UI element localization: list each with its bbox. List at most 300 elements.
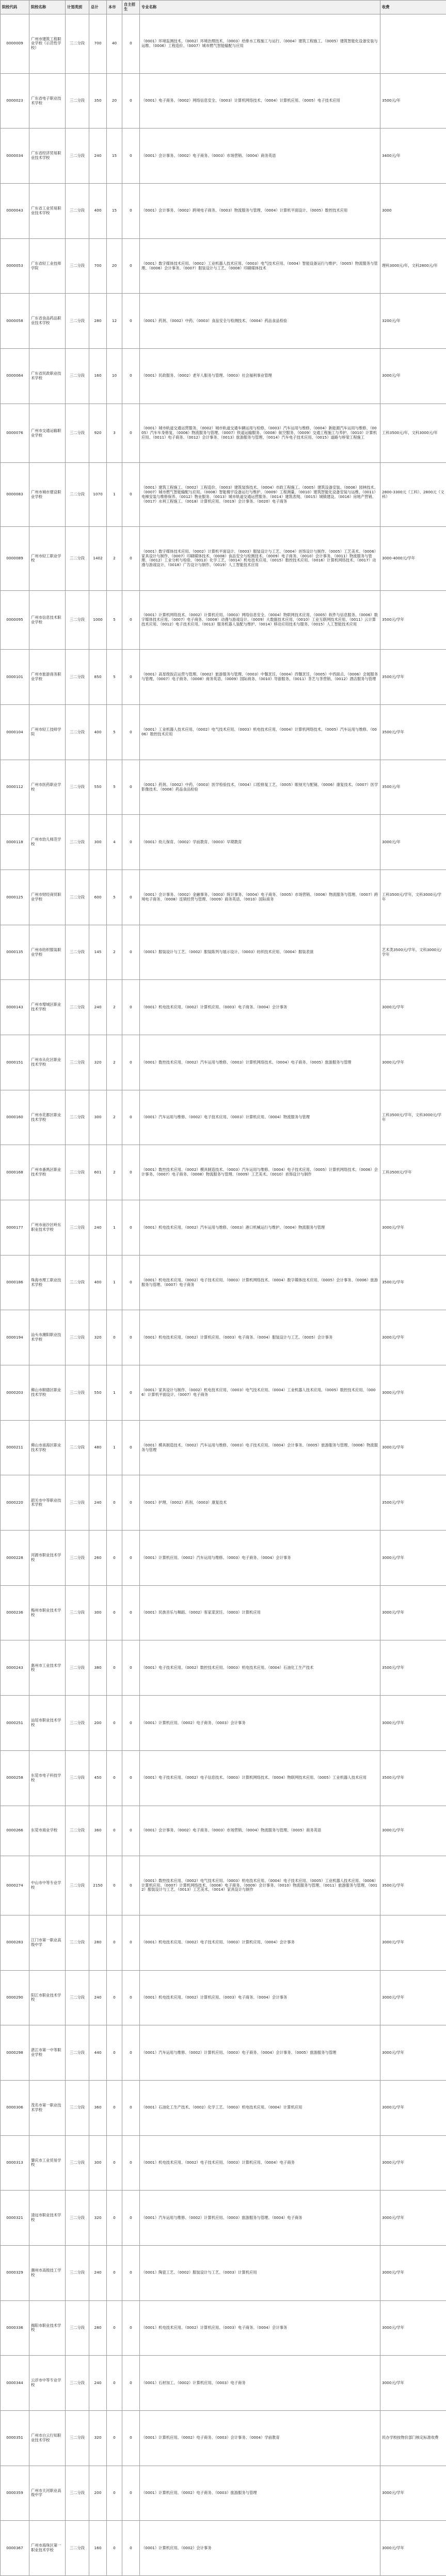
cell-total: 320 [89,2191,107,2246]
cell-self-enroll: 0 [122,238,140,294]
cell-code: 0000168 [1,1145,29,1200]
table-row [1,2080,446,2135]
cell-school-name: 广州市建筑工程职业学校（示范性学校） [29,14,66,74]
cell-total: 240 [89,128,107,184]
cell-total: 450 [89,1750,107,1806]
cell-local: 1 [107,1255,122,1310]
cell-fee: 3000元/年 [380,815,446,870]
cell-fee: 3000-4000元/学年 [380,527,446,591]
cell-self-enroll: 0 [122,1696,140,1751]
table-row [1,1970,446,2025]
cell-code: 0000095 [1,590,29,650]
cell-school-name: 广州市轻工技师学院 [29,705,66,760]
table-row [1,463,446,527]
cell-school-name: 广州市从化区职业技术学校 [29,1035,66,1090]
cell-local: 1 [107,1200,122,1255]
cell-school-name: 茂名市第一职业技术学校 [29,2080,66,2135]
cell-self-enroll: 0 [122,1035,140,1090]
cell-fee: 3000元/学年 [380,1200,446,1255]
cell-school-name: 潮州市高级技工学校 [29,2245,66,2300]
cell-plan-type: 三二分段 [66,925,89,980]
table-row [1,1200,446,1255]
cell-local: 0 [107,2080,122,2135]
cell-code: 0000186 [1,1255,29,1310]
table-row [1,1090,446,1145]
cell-local: 5 [107,870,122,925]
cell-majors: （0001）机电技术应用、（0002）计算机应用、（0003）电子商务、（0004）会计事务 [140,1970,380,2025]
cell-code: 0000058 [1,294,29,349]
cell-school-name: 广东省轻工业技师学院 [29,238,66,294]
cell-majors: （0001）民政服务、（0002）老年人服务与管理、（0003）社会福利事业管理 [140,349,380,404]
cell-fee: 工科3500元/年，文科3000元/年 [380,404,446,463]
cell-total: 480 [89,1420,107,1475]
cell-majors: （0001）机电技术应用、（0002）计算机应用、（0003）电子商务、（0004）服装设计与工艺、（0005）会计事务 [140,1310,380,1365]
cell-self-enroll: 0 [122,2025,140,2081]
cell-code: 0000290 [1,1970,29,2025]
cell-self-enroll: 0 [122,2410,140,2466]
cell-code: 0000034 [1,128,29,184]
cell-code: 0000228 [1,1531,29,1586]
cell-total: 360 [89,2080,107,2135]
cell-total: 1000 [89,590,107,650]
cell-code: 0000053 [1,238,29,294]
cell-total: 400 [89,184,107,239]
cell-plan-type: 三二分段 [66,1640,89,1696]
cell-code: 0000236 [1,1585,29,1640]
cell-self-enroll: 0 [122,2080,140,2135]
table-row [1,2135,446,2191]
cell-self-enroll: 0 [122,1420,140,1475]
cell-local: 40 [107,14,122,74]
cell-plan-type: 三二分段 [66,527,89,591]
cell-plan-type: 三二分段 [66,1310,89,1365]
cell-majors: （0001）电子技术应用、（0002）电子信息技术、（0003）计算机网络技术、（0004）物联网技术应用、（0005）工业机器人技术应用 [140,1750,380,1806]
cell-plan-type: 三二分段 [66,238,89,294]
cell-majors: （0001）数字媒体技术应用、（0002）计算机平面设计、（0003）服装设计与工艺、（0004）首饰设计与制作、（0005）工艺美术、（0006）家具设计与制作、（0007）印刷媒体技术、（0008）食品安全与检测技术、（0009）电子商务、（0010）会计事务、（0011）物流服务与管理、（0012）工业分析与检验、（0013）化学工艺、（0014）机电技术应用、（0015）数控技术应用、（0016）计算机网络技术、（0017）动漫与游戏设计、（0018）广告设计与制作、（0019）人工智能技术应用 [140,527,380,591]
cell-self-enroll: 0 [122,463,140,527]
cell-local: 0 [107,2410,122,2466]
cell-school-name: 汕头市潮阳职业技术学校 [29,1310,66,1365]
cell-school-name: 江门市第一职业高级中学 [29,1915,66,1970]
cell-school-name: 广州市增城区职业技术学校 [29,980,66,1035]
table-row [1,128,446,184]
cell-fee: 3500元/学年 [380,1750,446,1806]
cell-total: 700 [89,14,107,74]
cell-school-name: 广州市旅游商务职业学校 [29,650,66,705]
header-code: 院校代码 [1,1,29,14]
cell-code: 0000274 [1,1856,29,1915]
cell-fee: 3500元/学年 [380,650,446,705]
cell-school-name: 珠海市理工职业技术学校 [29,1255,66,1310]
cell-majors: （0001）工业机器人技术应用、（0002）电气技术应用、（0003）机电技术应用、（0004）计算机网络技术、（0005）汽车运用与维修、（0006）数控技术应用 [140,705,380,760]
cell-code: 0000220 [1,1475,29,1531]
cell-fee: 3000元/学年 [380,2135,446,2191]
cell-code: 0000177 [1,1200,29,1255]
cell-code: 0000321 [1,2191,29,2246]
cell-plan-type: 三二分段 [66,1365,89,1421]
cell-self-enroll: 0 [122,2300,140,2356]
cell-school-name: 广州市海珠区第一职业技术学校 [29,2521,66,2576]
cell-total: 280 [89,294,107,349]
cell-self-enroll: 0 [122,128,140,184]
cell-fee: 3500元/年 [380,760,446,815]
cell-total: 200 [89,1696,107,1751]
cell-local: 0 [107,2356,122,2411]
cell-local: 0 [107,2300,122,2356]
cell-code: 0000064 [1,349,29,404]
cell-total: 1070 [89,463,107,527]
cell-local: 0 [107,1585,122,1640]
cell-local: 20 [107,238,122,294]
cell-code: 0000112 [1,760,29,815]
cell-majors: （0001）会计事务、（0002）跨境电子商务、（0003）物流服务与管理、（0004）计算机平面设计、（0005）数控技术应用 [140,184,380,239]
cell-self-enroll: 0 [122,404,140,463]
cell-majors: （0001）城市轨道交通运营服务、（0002）城市轨道交通车辆运用与检修、（0003）汽车运用与维修、（0004）新能源汽车运用与维修、（0005）汽车车身修复、（0006）物流服务与管理、（0007）铁道运输服务、（0008）航空服务、（0009）交通工程施工与养护、（0010）计算机应用、（0011）电子商务、（0012）会计事务、（0013）旅游服务与管理、（0014）汽车电子技术应用、（0015）道路与桥梁工程施工 [140,404,380,463]
table-row [1,650,446,705]
table-row [1,2410,446,2466]
cell-majors: （0001）电子商务、（0002）网络信息安全、（0003）计算机网络技术、（0004）计算机应用、（0005）电子技术应用 [140,73,380,128]
cell-self-enroll: 0 [122,1531,140,1586]
cell-fee: 工科3500元/学年，文科3000元/学年 [380,1090,446,1145]
cell-total: 550 [89,1365,107,1421]
cell-plan-type: 三二分段 [66,1035,89,1090]
cell-fee: 3500元/学年 [380,705,446,760]
cell-fee [380,14,446,74]
cell-code: 0000367 [1,2521,29,2576]
cell-fee: 3000元/学年 [380,1585,446,1640]
table-row [1,1696,446,1751]
table-row [1,1310,446,1365]
cell-school-name: 广州市白云行知职业技术学校 [29,2410,66,2466]
cell-plan-type: 三二分段 [66,1750,89,1806]
cell-plan-type: 三二分段 [66,1420,89,1475]
cell-school-name: 东莞市电子科技学校 [29,1750,66,1806]
cell-fee: 3500元/年 [380,73,446,128]
cell-self-enroll: 0 [122,1475,140,1531]
cell-plan-type: 三二分段 [66,1200,89,1255]
cell-code: 0000151 [1,1035,29,1090]
cell-fee: 3000元/学年 [380,1365,446,1421]
cell-total: 440 [89,2025,107,2081]
cell-self-enroll: 0 [122,2521,140,2576]
cell-total: 360 [89,1806,107,1856]
cell-majors: （0001）幼儿保育、（0002）学前教育、（0003）早期教育 [140,815,380,870]
cell-majors: （0001）护理、（0002）药剂、（0003）康复技术 [140,1475,380,1531]
cell-majors: （0001）汽车运用与维修、（0002）电子技术应用、（0003）计算机应用、（0004）物流服务与管理 [140,1090,380,1145]
cell-school-name: 广州市交通运输职业学校 [29,404,66,463]
cell-local: 5 [107,705,122,760]
table-row [1,1915,446,1970]
cell-school-name: 广州市轻工职业学校 [29,527,66,591]
cell-majors: （0001）机电技术应用、（0002）计算机应用、（0003）电子商务、（0004）会计事务 [140,980,380,1035]
cell-majors: （0001）民族音乐与舞蹈、（0002）客家菜烹饪、（0003）计算机应用 [140,1585,380,1640]
table-row [1,1585,446,1640]
cell-school-name: 广州市纺织服装职业学校 [29,925,66,980]
table-row [1,294,446,349]
cell-code: 0000101 [1,650,29,705]
cell-local: 0 [107,1640,122,1696]
cell-school-name: 广州市天河职业高级中学 [29,2466,66,2521]
cell-local: 5 [107,760,122,815]
cell-plan-type: 三二分段 [66,2245,89,2300]
cell-total: 400 [89,1255,107,1310]
cell-local: 1 [107,1365,122,1421]
cell-plan-type: 三二分段 [66,349,89,404]
cell-school-name: 佛山市顺德区职业技术学校 [29,1365,66,1421]
table-row [1,1145,446,1200]
table-row [1,760,446,815]
cell-code: 0000203 [1,1365,29,1421]
cell-code: 0000083 [1,463,29,527]
cell-fee: 3500元/学年 [380,1255,446,1310]
cell-fee: 3000元/学年 [380,1696,446,1751]
cell-code: 0000313 [1,2135,29,2191]
cell-plan-type: 三二分段 [66,294,89,349]
cell-fee: 3000元/学年 [380,2300,446,2356]
cell-local: 10 [107,349,122,404]
cell-local: 4 [107,815,122,870]
cell-plan-type: 三二分段 [66,760,89,815]
cell-code: 0000336 [1,2300,29,2356]
cell-plan-type: 三二分段 [66,815,89,870]
cell-code: 0000135 [1,925,29,980]
cell-total: 300 [89,1090,107,1145]
cell-fee: 3000元/学年 [380,1970,446,2025]
table-row [1,1750,446,1806]
cell-local: 2 [107,980,122,1035]
cell-fee: 艺术类3500元/学年，文科3000元/学年 [380,925,446,980]
cell-majors: （0001）机电技术应用、（0002）汽车运用与维修、（0003）港口机械运行与维护、（0004）物流服务与管理 [140,1200,380,1255]
cell-local: 1 [107,1420,122,1475]
cell-fee: 2800-3300元（工科）、2800元（文科） [380,463,446,527]
cell-total: 160 [89,2521,107,2576]
cell-self-enroll: 0 [122,2191,140,2246]
cell-plan-type: 三二分段 [66,2135,89,2191]
cell-self-enroll: 0 [122,705,140,760]
table-row [1,527,446,591]
cell-total: 240 [89,2356,107,2411]
cell-majors: （0001）计算机应用、（0002）电子商务、（0003）旅游服务与管理 [140,2466,380,2521]
cell-fee: 3000元/学年 [380,2191,446,2246]
cell-school-name: 广东省经济贸易职业技术学校 [29,128,66,184]
cell-local: 0 [107,1806,122,1856]
header-row [1,1,446,14]
cell-fee: 3000元/学年 [380,1420,446,1475]
cell-fee: 3500元/学年 [380,590,446,650]
cell-school-name: 中山市中等专业学校 [29,1856,66,1915]
cell-total: 300 [89,2135,107,2191]
cell-local: 1 [107,463,122,527]
cell-fee: 3000元/学年 [380,2080,446,2135]
cell-local: 0 [107,1915,122,1970]
cell-total: 600 [89,870,107,925]
table-body [1,14,446,2576]
cell-code: 0000076 [1,404,29,463]
cell-school-name: 广州市医药职业学校 [29,760,66,815]
table-row [1,925,446,980]
cell-majors: （0001）计算机应用、（0002）电子商务、（0003）会计事务 [140,1696,380,1751]
cell-majors: （0001）机电技术应用、（0002）电子技术应用、（0003）计算机应用、（0004）电子商务 [140,2135,380,2191]
cell-local: 2 [107,1090,122,1145]
cell-fee: 3000元/学年 [380,980,446,1035]
cell-plan-type: 三二分段 [66,2025,89,2081]
cell-plan-type: 三二分段 [66,705,89,760]
cell-fee: 工科3500元/学年，文科3000元/学年 [380,870,446,925]
cell-total: 300 [89,815,107,870]
cell-fee: 3000元/学年 [380,1035,446,1090]
cell-self-enroll: 0 [122,1365,140,1421]
cell-fee: 3200元/年 [380,294,446,349]
cell-total: 240 [89,2245,107,2300]
cell-school-name: 广州市财经商贸职业学校 [29,870,66,925]
cell-self-enroll: 0 [122,294,140,349]
cell-total: 700 [89,238,107,294]
table-row [1,1255,446,1310]
cell-majors: （0001）陶瓷工艺、（0002）服装设计与工艺、（0003）计算机应用 [140,2245,380,2300]
cell-total: 240 [89,1200,107,1255]
table-row [1,1531,446,1586]
cell-self-enroll: 0 [122,1750,140,1806]
cell-fee: 3000元/学年 [380,1806,446,1856]
cell-school-name: 惠州市工业技术学校 [29,1640,66,1696]
cell-total: 320 [89,1310,107,1365]
cell-local: 0 [107,2466,122,2521]
cell-plan-type: 三二分段 [66,1531,89,1586]
cell-code: 0000243 [1,1640,29,1696]
cell-total: 200 [89,2466,107,2521]
cell-majors: （0001）机电技术应用、（0002）电子技术应用、（0003）计算机应用、（0004）会计事务 [140,1915,380,1970]
cell-school-name: 广东省食品药品职业技术学校 [29,294,66,349]
cell-plan-type: 三二分段 [66,1145,89,1200]
cell-plan-type: 三二分段 [66,2356,89,2411]
cell-fee: 民办学校按物价部门核定标准收费 [380,2410,446,2466]
cell-majors: （0001）高星级饭店运营与管理、（0002）旅游服务与管理、（0003）中餐烹饪、（0004）西餐烹饪、（0005）中西面点、（0006）会展服务与管理、（0007）电子商务、（0008）商务英语、（0009）国际商务、（0010）导游服务、（0011）茶艺与茶营销、（0012）酒店服务与管理 [140,650,380,705]
cell-school-name: 河源市职业技术学校 [29,1531,66,1586]
cell-local: 3 [107,404,122,463]
cell-code: 0000194 [1,1310,29,1365]
cell-plan-type: 三二分段 [66,73,89,128]
cell-local: 5 [107,650,122,705]
cell-self-enroll: 0 [122,1255,140,1310]
cell-self-enroll: 0 [122,2135,140,2191]
cell-fee: 3000元/学年 [380,2025,446,2081]
table-row [1,349,446,404]
cell-total: 240 [89,980,107,1035]
cell-plan-type: 三二分段 [66,1475,89,1531]
cell-majors: （0001）计算机应用、（0002）汽车运用与维修、（0003）电子商务、（0004）会计事务 [140,1531,380,1586]
cell-fee: 3000元/学年 [380,2245,446,2300]
cell-self-enroll: 0 [122,650,140,705]
cell-total: 400 [89,705,107,760]
table-row [1,590,446,650]
cell-total: 380 [89,1640,107,1696]
cell-code: 0000359 [1,2466,29,2521]
cell-code: 0000266 [1,1806,29,1856]
cell-majors: （0001）汽车运用与维修、（0002）计算机应用、（0003）电子商务、（0004）会计事务、（0005）旅游服务与管理 [140,2025,380,2081]
cell-school-name: 广东省工业贸易职业技术学校 [29,184,66,239]
cell-code: 0000160 [1,1090,29,1145]
cell-self-enroll: 0 [122,184,140,239]
cell-total: 240 [89,1475,107,1531]
cell-total: 601 [89,1145,107,1200]
cell-fee: 3500元/学年 [380,1475,446,1531]
cell-fee: 理科3000元/年，文科2800元/年 [380,238,446,294]
cell-majors: （0001）建筑工程施工、（0002）工程造价、（0003）建筑装饰技术、（0004）市政工程施工、（0005）建筑设备安装、（0006）园林技术、（0007）城市燃气智能输配与应用、（0008）智能楼宇设备运行与维护、（0009）工程测量、（0010）建筑智能化设备安装与运维、（0011）电梯安装与维修保养、（0012）物业服务、（0013）城市轨道交通运营服务、（0014）建筑表现、（0015）城镇建设、（0016）房地产营销、（0017）水利工程施工、（0018）计算机应用、（0019）会计事务、（0020）电子商务 [140,463,380,527]
cell-plan-type: 三二分段 [66,2300,89,2356]
cell-majors: （0001）家具设计与制作、（0002）机电技术应用、（0003）电气技术应用、（0004）工业机器人技术应用、（0005）数控技术应用、（0006）计算机平面设计、（0007）电子商务 [140,1365,380,1421]
header-plan: 计划类别 [66,1,89,14]
cell-majors: （0001）机电技术应用、（0002）计算机应用、（0003）电子商务、（0004）会计事务 [140,2300,380,2356]
cell-code: 0000009 [1,14,29,74]
cell-plan-type: 三二分段 [66,590,89,650]
table-row [1,980,446,1035]
cell-self-enroll: 0 [122,14,140,74]
cell-local: 20 [107,73,122,128]
cell-total: 350 [89,73,107,128]
cell-fee: 3000元/学年 [380,2466,446,2521]
cell-plan-type: 三二分段 [66,463,89,527]
cell-plan-type: 三二分段 [66,1585,89,1640]
cell-plan-type: 三二分段 [66,2410,89,2466]
cell-school-name: 广州市信息技术职业学校 [29,590,66,650]
cell-majors: （0001）计算机应用、（0002）电子商务、（0003）会计事务、（0004）学前教育 [140,2410,380,2466]
cell-total: 1402 [89,527,107,591]
cell-plan-type: 三二分段 [66,1970,89,2025]
cell-local: 0 [107,2191,122,2246]
cell-fee: 3000元/学年 [380,1310,446,1365]
header-majors: 专业名称 [140,1,380,14]
table-row [1,1856,446,1915]
cell-self-enroll: 0 [122,1145,140,1200]
cell-total: 280 [89,1915,107,1970]
cell-self-enroll: 0 [122,1970,140,2025]
cell-local: 0 [107,1856,122,1915]
cell-fee: 3500元/学年 [380,1640,446,1696]
cell-majors: （0001）汽车运用与维修、（0002）计算机应用、（0003）旅游服务与管理、（0004）电子商务 [140,2191,380,2246]
cell-self-enroll: 0 [122,870,140,925]
cell-code: 0000089 [1,527,29,591]
cell-plan-type: 三二分段 [66,2191,89,2246]
cell-plan-type: 三二分段 [66,2521,89,2576]
cell-local: 0 [107,2521,122,2576]
cell-local: 0 [107,1475,122,1531]
table-row [1,1640,446,1696]
cell-fee: 3000元/学年 [380,2521,446,2576]
cell-self-enroll: 0 [122,1806,140,1856]
cell-fee: 3400元/年 [380,128,446,184]
cell-majors: （0001）会计事务、（0002）金融事务、（0003）统计事务、（0004）电子商务、（0005）市场营销、（0006）物流服务与管理、（0007）跨境电子商务、（0008）连锁经营与管理、（0009）商务英语、（0010）国际商务 [140,870,380,925]
cell-self-enroll: 0 [122,760,140,815]
cell-local: 15 [107,184,122,239]
cell-plan-type: 三二分段 [66,1090,89,1145]
cell-local: 0 [107,1750,122,1806]
cell-local: 2 [107,1145,122,1200]
table-row [1,2300,446,2356]
table-row [1,1806,446,1856]
cell-fee: 3000元/学年 [380,1531,446,1586]
cell-plan-type: 三二分段 [66,2466,89,2521]
cell-fee: 3000 [380,184,446,239]
cell-majors: （0001）计算机网络技术、（0002）计算机应用、（0003）网络信息安全、（0004）物联网技术应用、（0005）软件与信息服务、（0006）数字媒体技术应用、（0007）电子商务、（0008）动漫与游戏设计、（0009）大数据技术应用、（0010）工业互联网技术应用、（0011）云计算技术应用、（0012）电子技术应用、（0013）服务机器人装配与维护、（0014）移动应用技术与服务、（0015）人工智能技术应用 [140,590,380,650]
cell-self-enroll: 0 [122,815,140,870]
cell-majors: （0001）石材加工、（0002）计算机应用、（0003）电子商务 [140,2356,380,2411]
cell-majors: （0001）机电技术应用、（0002）电子技术应用、（0003）计算机网络技术、（0004）数字媒体技术应用、（0005）会计事务、（0006）旅游服务与管理、（0007）电子商务 [140,1255,380,1310]
cell-code: 0000283 [1,1915,29,1970]
cell-code: 0000143 [1,980,29,1035]
cell-majors: （0001）数控技术应用、（0002）电气技术应用、（0003）机电技术应用、（0004）电子技术应用、（0005）工业机器人技术应用、（0006）计算机应用、（0007）计算机网络技术、（0008）电子商务、（0009）会计事务、（0010）物流服务与管理、（0011）旅游服务与管理、（0012）服装设计与工艺、（0013）工艺美术、（0014）家具设计与制作 [140,1856,380,1915]
cell-total: 320 [89,2410,107,2466]
cell-plan-type: 三二分段 [66,404,89,463]
